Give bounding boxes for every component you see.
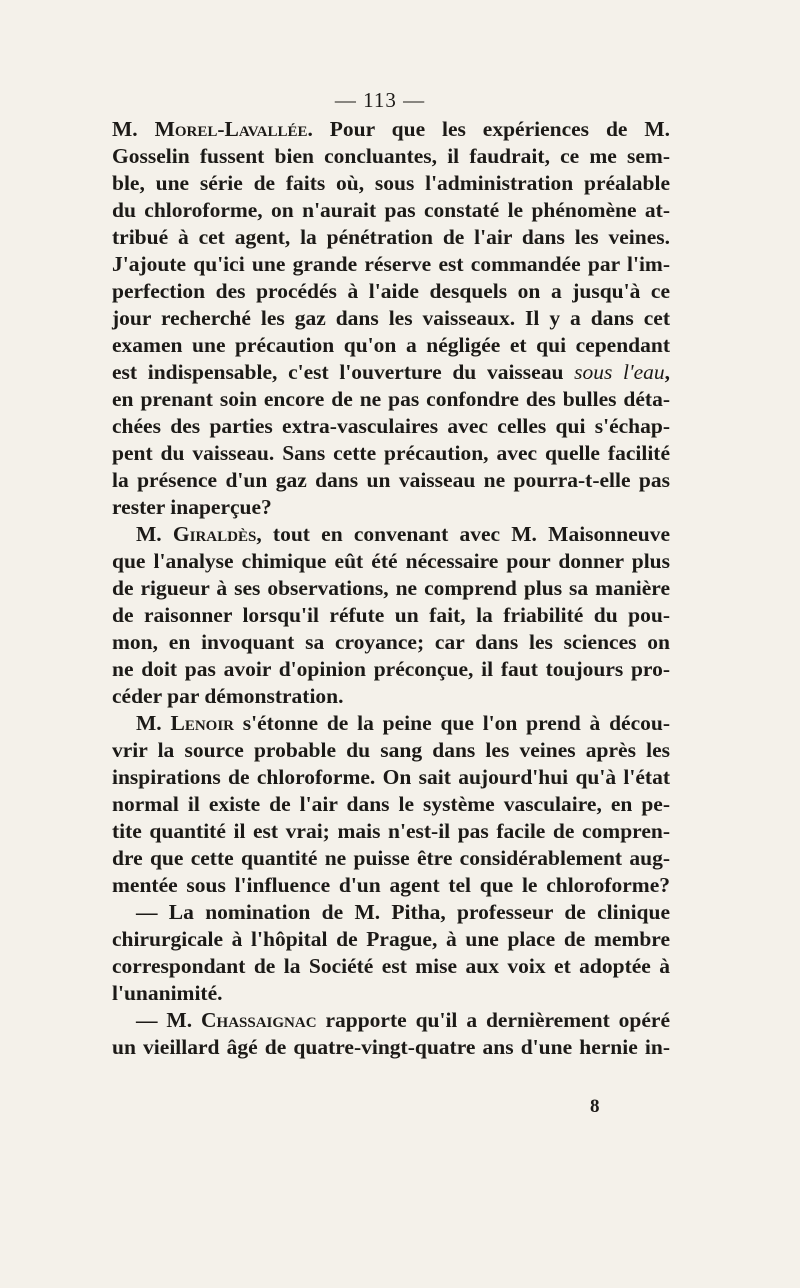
- line-text: perfection des procédés à l'aide desquels on a jusqu'à ce: [112, 279, 670, 303]
- speaker-name: Lenoir: [170, 711, 234, 735]
- text-line: [112, 899, 670, 926]
- text-line: [112, 440, 670, 467]
- line-text: inspirations de chloroforme. On sait aujourd'hui qu'à l'état: [112, 765, 670, 789]
- italic-text: sous l'eau: [574, 360, 665, 384]
- text-line: [112, 764, 670, 791]
- speaker-name: Chassaignac: [201, 1008, 317, 1032]
- text-line: [112, 845, 670, 872]
- line-text: J'ajoute qu'ici une grande réserve est commandée par l'im-: [112, 252, 670, 276]
- line-text: — La nomination de M. Pitha, professeur de clinique: [136, 900, 670, 924]
- line-text: tribué à cet agent, la pénétration de l'air dans les veines.: [112, 225, 670, 249]
- text-line: [112, 575, 670, 602]
- line-text: du chloroforme, on n'aurait pas constaté le phénomène at-: [112, 198, 670, 222]
- line-text: de raisonner lorsqu'il réfute un fait, la friabilité du pou-: [112, 603, 670, 627]
- text-line: [112, 305, 670, 332]
- text-line: [112, 332, 670, 359]
- text-line: [112, 737, 670, 764]
- text-line: [112, 1034, 670, 1061]
- line-text: pent du vaisseau. Sans cette précaution, avec quelle facilité: [112, 441, 670, 465]
- line-text: jour recherché les gaz dans les vaisseaux. Il y a dans cet: [112, 306, 670, 330]
- text-line: [112, 224, 670, 251]
- text-line: [112, 413, 670, 440]
- line-text: que l'analyse chimique eût été nécessaire pour donner plus: [112, 549, 670, 573]
- text-line: [112, 953, 670, 980]
- line-text: l'unanimité.: [112, 981, 223, 1005]
- text-line: [112, 251, 670, 278]
- text-line: [112, 386, 670, 413]
- text-line: [112, 548, 670, 575]
- text-line: [112, 818, 670, 845]
- line-text: , tout en convenant avec M. Maisonneuve: [256, 522, 670, 546]
- line-text: rester inaperçue?: [112, 495, 272, 519]
- line-text: chées des parties extra-vasculaires avec celles qui s'échap-: [112, 414, 670, 438]
- line-text: normal il existe de l'air dans le système vasculaire, en pe-: [112, 792, 670, 816]
- line-text: tite quantité il est vrai; mais n'est-il pas facile de compren-: [112, 819, 670, 843]
- text-line: [112, 791, 670, 818]
- text-line: [112, 116, 670, 143]
- text-line: [112, 602, 670, 629]
- line-text: ,: [664, 360, 670, 384]
- line-text: ne doit pas avoir d'opinion préconçue, il faut toujours pro-: [112, 657, 670, 681]
- text-line: [112, 521, 670, 548]
- text-line: [112, 359, 670, 386]
- text-line: [112, 197, 670, 224]
- line-text: M.: [136, 711, 171, 735]
- line-text: dre que cette quantité ne puisse être considérablement aug-: [112, 846, 670, 870]
- line-text: vrir la source probable du sang dans les veines après les: [112, 738, 670, 762]
- line-text: un vieillard âgé de quatre-vingt-quatre ans d'une hernie in-: [112, 1035, 670, 1059]
- line-text: en prenant soin encore de ne pas confondre des bulles déta-: [112, 387, 670, 411]
- line-text: Gosselin fussent bien concluantes, il faudrait, ce me sem-: [112, 144, 670, 168]
- text-line: [112, 872, 670, 899]
- line-text: céder par démonstration.: [112, 684, 344, 708]
- line-text: M.: [112, 117, 155, 141]
- text-line: [112, 278, 670, 305]
- text-line: [112, 170, 670, 197]
- text-line: [112, 656, 670, 683]
- line-text: M.: [136, 522, 173, 546]
- text-line: [112, 683, 670, 710]
- text-line: [112, 926, 670, 953]
- text-line: [112, 1007, 670, 1034]
- line-text: ble, une série de faits où, sous l'administration préalable: [112, 171, 670, 195]
- line-text: correspondant de la Société est mise aux voix et adoptée à: [112, 954, 670, 978]
- line-text: mentée sous l'influence d'un agent tel que le chloroforme?: [112, 873, 670, 897]
- line-text: est indispensable, c'est l'ouverture du vaisseau: [112, 360, 575, 384]
- text-line: [112, 710, 670, 737]
- text-line: [112, 494, 670, 521]
- line-text: rapporte qu'il a dernièrement opéré: [316, 1008, 671, 1032]
- line-text: — M.: [136, 1008, 201, 1032]
- page-number: — 113 —: [334, 88, 426, 112]
- line-text: . Pour que les expériences de M.: [307, 117, 670, 141]
- text-line: [112, 143, 670, 170]
- line-text: s'étonne de la peine que l'on prend à décou-: [234, 711, 671, 735]
- line-text: la présence d'un gaz dans un vaisseau ne pourra-t-elle pas: [112, 468, 670, 492]
- signature-mark: 8: [590, 1096, 600, 1117]
- line-text: mon, en invoquant sa croyance; car dans les sciences on: [112, 630, 670, 654]
- line-text: chirurgicale à l'hôpital de Prague, à une place de membre: [112, 927, 670, 951]
- text-line: [112, 980, 670, 1007]
- line-text: examen une précaution qu'on a négligée et qui cependant: [112, 333, 670, 357]
- speaker-name: Giraldès: [172, 522, 257, 546]
- text-line: [112, 629, 670, 656]
- speaker-name: Morel-Lavallée: [154, 117, 308, 141]
- text-line: [112, 467, 670, 494]
- line-text: de rigueur à ses observations, ne comprend plus sa manière: [112, 576, 670, 600]
- body-text: [112, 116, 670, 1061]
